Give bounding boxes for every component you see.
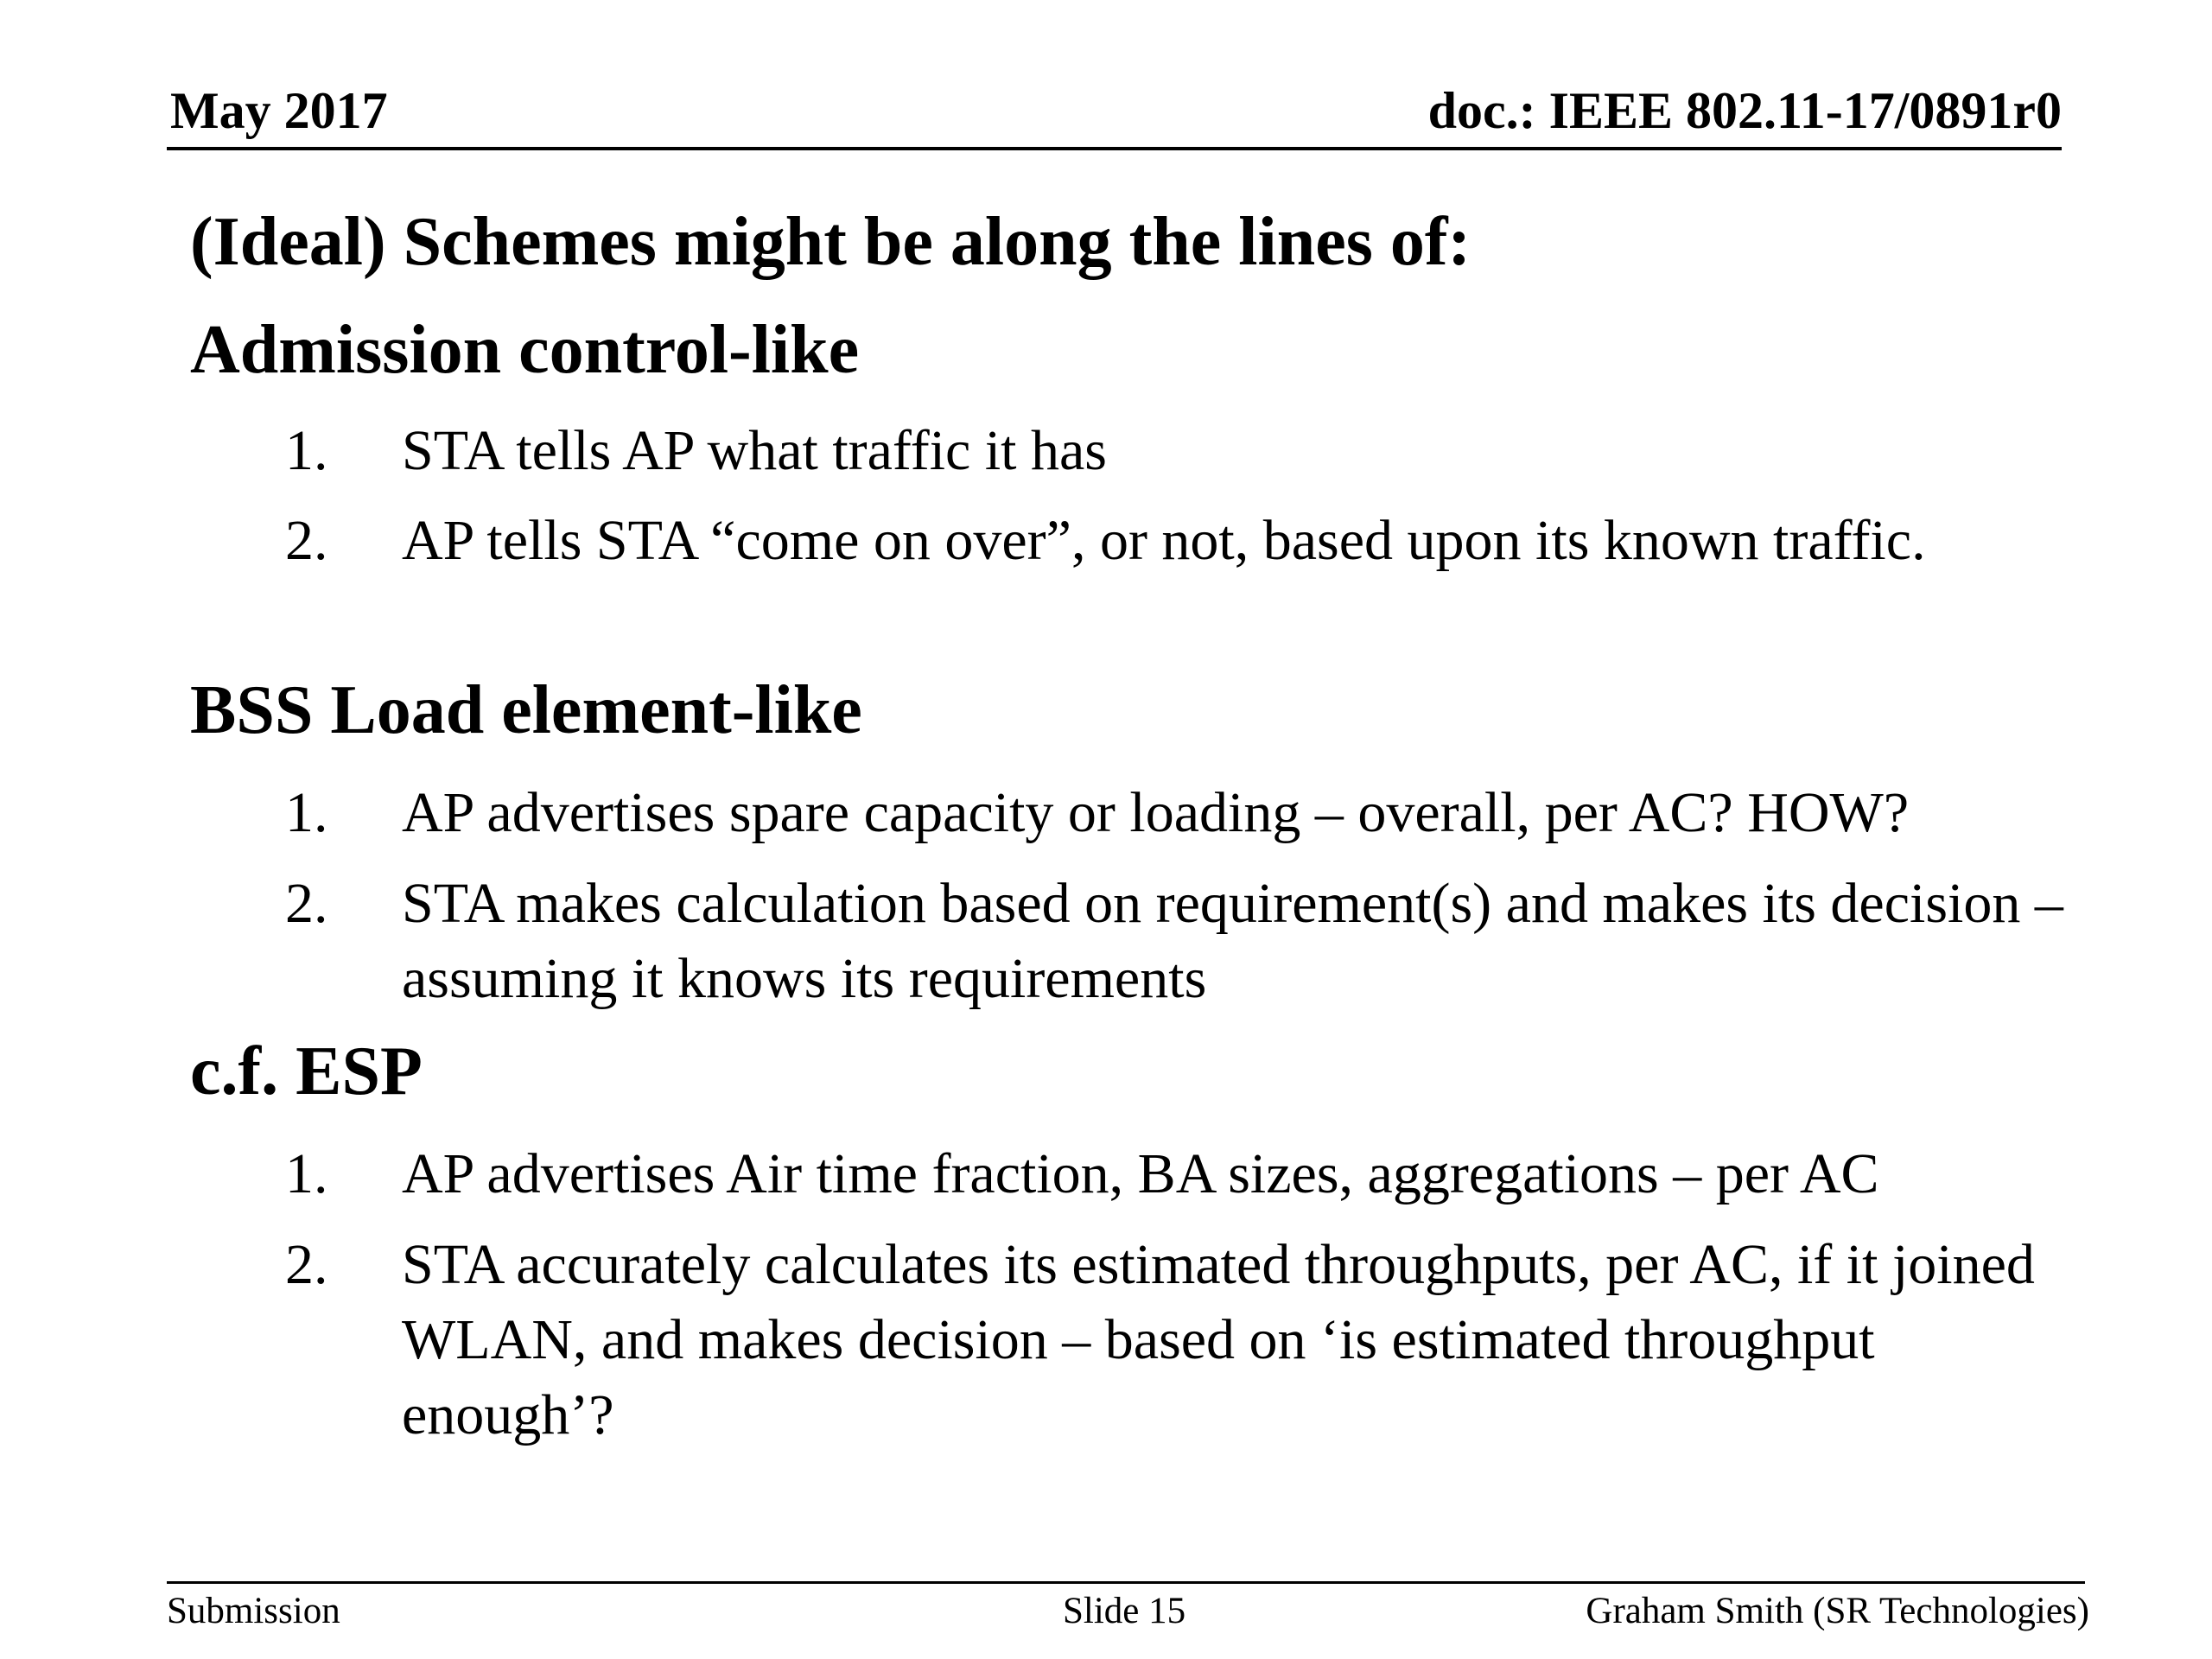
list-item (285, 1227, 2100, 1452)
list-item-number: 1. (285, 419, 328, 482)
list-item (285, 413, 2100, 488)
list-item (285, 503, 2100, 578)
list-item-text: STA makes calculation based on requirement(s) and makes its decision – assuming it knows its requirements (402, 872, 2063, 1010)
list-item (285, 775, 2100, 850)
section-heading-bss-load: BSS Load element-like (190, 672, 862, 748)
list-item-text: AP advertises spare capacity or loading – overall, per AC? HOW? (402, 781, 1910, 844)
header-divider (167, 147, 2062, 150)
footer-divider (167, 1581, 2085, 1584)
section-heading-esp: c.f. ESP (190, 1033, 423, 1109)
footer-submission: Submission (167, 1591, 340, 1631)
slide-title: (Ideal) Schemes might be along the lines of: (190, 204, 1471, 280)
list-item-text: STA tells AP what traffic it has (402, 419, 1107, 482)
list-item (285, 866, 2100, 1016)
list-item-number: 2. (285, 1233, 328, 1296)
header-doc-id: doc.: IEEE 802.11-17/0891r0 (1427, 82, 2062, 139)
list-item-text: AP tells STA “come on over”, or not, based upon its known traffic. (402, 509, 1926, 572)
footer-author: Graham Smith (SR Technologies) (1586, 1591, 2089, 1631)
footer-slide-number: Slide 15 (1063, 1591, 1186, 1631)
list-item (285, 1136, 2100, 1211)
header-date: May 2017 (170, 82, 388, 139)
list-item-text: STA accurately calculates its estimated throughputs, per AC, if it joined WLAN, and makes decision – based on ‘is estimated throughput enough’? (402, 1233, 2035, 1446)
list-item-text: AP advertises Air time fraction, BA sizes, aggregations – per AC (402, 1142, 1879, 1205)
list-item-number: 2. (285, 872, 328, 935)
list-item-number: 1. (285, 781, 328, 844)
section-heading-admission-control: Admission control-like (190, 312, 860, 388)
list-item-number: 2. (285, 509, 328, 572)
list-item-number: 1. (285, 1142, 328, 1205)
